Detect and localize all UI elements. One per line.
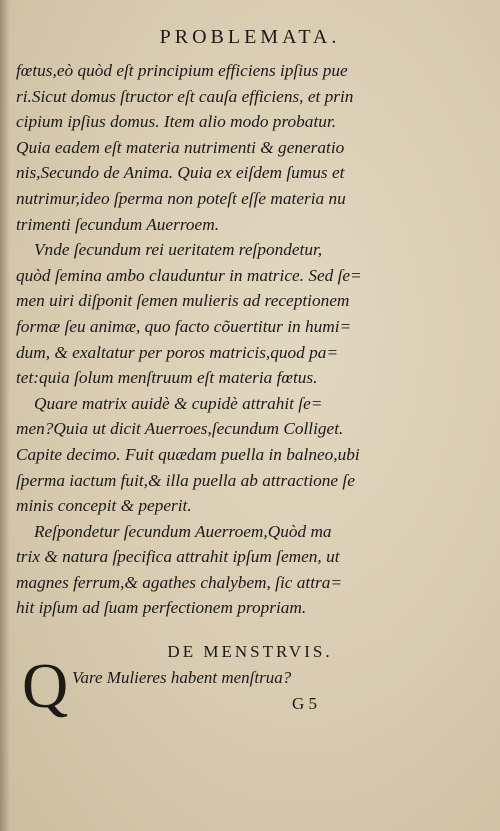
body-text <box>16 58 388 621</box>
text-line: formæ ſeu animæ, quo facto cõuertitur in humi= <box>16 316 352 336</box>
text-line: fœtus,eò quòd eſt principium efficiens ipſius pue <box>16 61 348 80</box>
text-line: nutrimur,ideo ſperma non poteſt eſſe materia nu <box>16 188 346 208</box>
text-line: Quare matrix auidè & cupidè attrahit ſe= <box>34 393 323 413</box>
text-line: magnes ferrum,& agathes chalybem, ſic attra= <box>16 572 343 592</box>
text-line: cipium ipſius domus. Item alio modo probatur. <box>16 112 337 132</box>
text-line: trimenti ſecundum Auerroem. <box>16 214 220 234</box>
section-heading: DE MENSTRVIS. <box>167 642 333 661</box>
page-gutter-shadow <box>0 0 10 831</box>
running-header: PROBLEMATA. <box>159 26 341 48</box>
text-line: Vnde ſecundum rei ueritatem reſpondetur, <box>34 240 323 260</box>
text-line: minis concepit & peperit. <box>16 496 192 516</box>
text-line: ri.Sicut domus ſtructor eſt cauſa efficiens, et prin <box>16 86 354 106</box>
text-line: Reſpondetur ſecundum Auerroem,Quòd ma <box>34 521 332 541</box>
text-line: Capite decimo. Fuit quædam puella in balneo,ubi <box>16 444 360 464</box>
text-line: Quia eadem eſt materia nutrimenti & generatio <box>16 137 345 157</box>
text-line: ſperma iactum fuit,& illa puella ab attractione ſe <box>16 470 355 490</box>
text-line: men uiri diſponit ſemen mulieris ad receptionem <box>16 291 350 311</box>
signature-mark: G 5 <box>292 694 318 713</box>
text-line: men?Quia ut dicit Auerroes,ſecundum Colliget. <box>16 419 344 439</box>
section-question: Vare Mulieres habent menſtrua? <box>72 668 292 687</box>
text-line: trix & natura ſpecifica attrahit ipſum ſemen, ut <box>16 547 340 567</box>
text-line: hit ipſum ad ſuam perfectionem propriam. <box>16 598 307 618</box>
text-line: nis,Secundo de Anima. Quia ex eiſdem ſumus et <box>16 163 345 183</box>
text-line: dum, & exaltatur per poros matricis,quod pa= <box>16 342 339 362</box>
text-line: tet:quia ſolum menſtruum eſt materia fœtus. <box>16 368 318 388</box>
text-line: quòd ſemina ambo clauduntur in matrice. Sed ſe= <box>16 265 362 285</box>
drop-capital: Q <box>22 650 69 721</box>
